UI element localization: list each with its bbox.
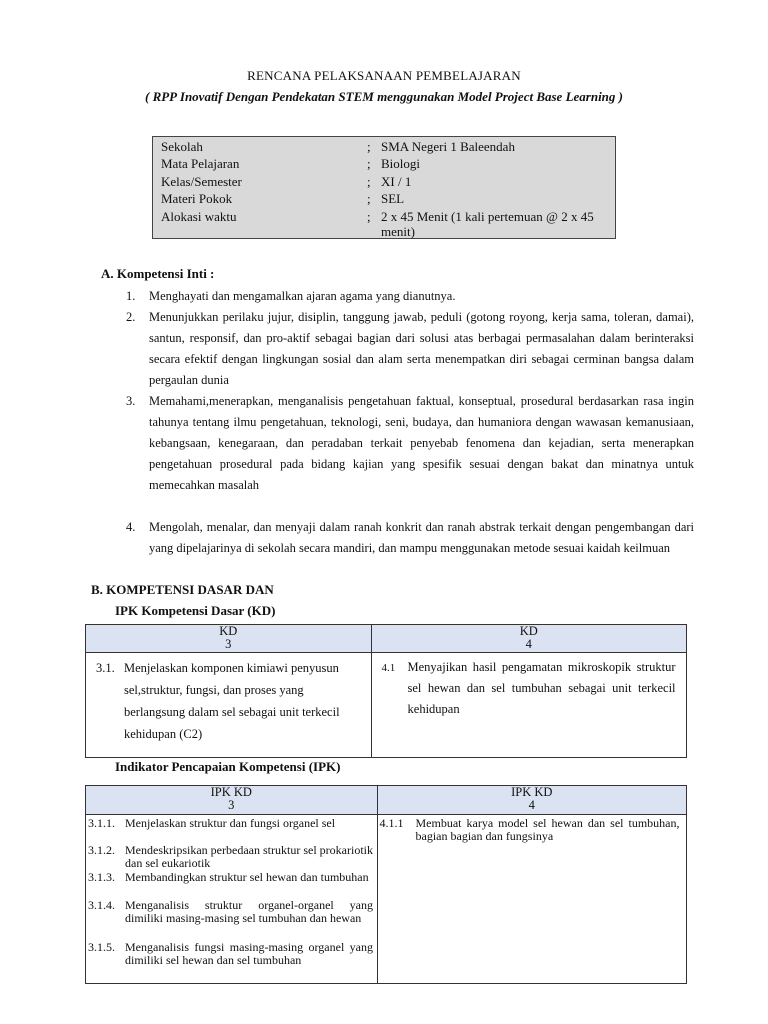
ipk-table xyxy=(85,785,687,984)
list-item-number: 2. xyxy=(126,310,136,324)
list-item-text: Mengolah, menalar, dan menyaji dalam ranah konkrit dan ranah abstrak terkait dengan pengembangan dari yang dipelajarinya di sekolah secara mandiri, dan mampu menggunakan metode sesuai kaidah keilmuan xyxy=(149,520,694,555)
header-line: 3 xyxy=(225,637,232,651)
kd-4-number: 4.1 xyxy=(381,662,396,674)
identity-label: Sekolah xyxy=(161,139,203,154)
ipk-3-number: 3.1.2. xyxy=(88,843,115,857)
ipk-4-text: Membuat karya model sel hewan dan sel tumbuhan, bagian bagian dan fungsinya xyxy=(415,816,680,843)
ipk-3-text: Membandingkan struktur sel hewan dan tumbuhan xyxy=(125,870,369,884)
section-a-heading: A. Kompetensi Inti : xyxy=(101,266,215,281)
ipk-3-cell xyxy=(86,815,378,984)
kd-4-text: Menyajikan hasil pengamatan mikroskopik struktur sel hewan dan sel tumbuhan sebagai unit terkecil kehidupan xyxy=(407,660,676,716)
kd-3-cell xyxy=(86,653,372,758)
identity-separator: ; xyxy=(367,174,371,189)
list-item xyxy=(126,391,694,517)
ipk-3-text: Mendeskripsikan perbedaan struktur sel prokariotik dan sel eukariotik xyxy=(125,843,373,870)
header-line: 3 xyxy=(228,798,235,812)
ipk-3-number: 3.1.5. xyxy=(88,940,115,954)
kd-4-cell xyxy=(371,653,686,758)
identity-separator: ; xyxy=(367,139,371,154)
list-item xyxy=(126,517,694,580)
list-item xyxy=(126,307,694,391)
header-line: KD xyxy=(219,624,238,638)
header-line: 4 xyxy=(528,798,535,812)
document-subtitle: ( RPP Inovatif Dengan Pendekatan STEM menggunakan Model Project Base Learning ) xyxy=(144,89,623,104)
ipk-3-number: 3.1.1. xyxy=(88,816,115,830)
list-item-number: 3. xyxy=(126,394,136,408)
identity-label: Kelas/Semester xyxy=(161,174,242,189)
header-line: KD xyxy=(519,624,538,638)
kd-header-3 xyxy=(86,625,372,653)
list-item-number: 4. xyxy=(126,520,136,534)
kd-subheading: IPK Kompetensi Dasar (KD) xyxy=(115,603,276,618)
ipk-3-number: 3.1.3. xyxy=(88,870,115,884)
identity-label: Alokasi waktu xyxy=(161,209,237,224)
header-line: IPK KD xyxy=(511,785,553,799)
kd-3-text: Menjelaskan komponen kimiawi penyusun sel,struktur, fungsi, dan proses yang berlangsung dalam sel sebagai unit terkecil kehidupan (C2) xyxy=(124,661,340,741)
identity-value: XI / 1 xyxy=(381,174,412,189)
header-line: 4 xyxy=(525,637,532,651)
section-b-heading: B. KOMPETENSI DASAR DAN xyxy=(91,582,274,597)
identity-separator: ; xyxy=(367,156,371,171)
ipk-3-text: Menganalisis fungsi masing-masing organel yang dimiliki sel hewan dan sel tumbuhan xyxy=(125,940,373,967)
kd-header-4 xyxy=(371,625,686,653)
identity-separator: ; xyxy=(367,191,371,206)
header-line: IPK KD xyxy=(210,785,252,799)
list-item-text: Menunjukkan perilaku jujur, disiplin, tanggung jawab, peduli (gotong royong, kerja sama, toleran, damai), santun, responsif, dan pro-aktif sebagai bagian dari solusi atas berbagai permasalahan dalam berinteraksi secara efektif dengan lingkungan sosial dan alam serta menempatkan diri sebagai cerminan bangsa dalam pergaulan dunia xyxy=(149,310,694,387)
document-title: RENCANA PELAKSANAAN PEMBELAJARAN xyxy=(247,68,521,83)
ipk-header-4 xyxy=(377,786,686,815)
identity-label: Mata Pelajaran xyxy=(161,156,240,171)
ipk-3-text: Menjelaskan struktur dan fungsi organel sel xyxy=(125,816,336,830)
ipk-3-text: Menganalisis struktur organel-organel yang dimiliki masing-masing sel tumbuhan dan hewan xyxy=(125,898,373,925)
ipk-4-cell xyxy=(377,815,686,984)
list-item-text: Menghayati dan mengamalkan ajaran agama yang dianutnya. xyxy=(149,289,456,303)
list-item xyxy=(126,286,694,307)
ipk-4-number: 4.1.1 xyxy=(379,816,404,830)
identity-value: SEL xyxy=(381,191,405,206)
list-item-text: Memahami,menerapkan, menganalisis pengetahuan faktual, konseptual, prosedural berdasarkan rasa ingin tahunya tentang ilmu pengetahuan, teknologi, seni, budaya, dan humaniora dengan wawasan kemanusiaan, kebangsaan, kenegaraan, dan peradaban terkait penyebab fenomena dan kejadian, serta menerapkan pengetahuan prosedural pada bidang kajian yang spesifik sesuai dengan bakat dan minatnya untuk memecahkan masalah xyxy=(149,394,694,492)
ipk-heading: Indikator Pencapaian Kompetensi (IPK) xyxy=(115,759,341,774)
kd-3-number: 3.1. xyxy=(96,661,115,675)
identity-separator: ; xyxy=(367,209,371,224)
identity-label: Materi Pokok xyxy=(161,191,233,206)
ipk-header-3 xyxy=(86,786,378,815)
kd-table xyxy=(85,624,687,758)
identity-value: Biologi xyxy=(381,156,421,171)
identity-value: SMA Negeri 1 Baleendah xyxy=(381,139,515,154)
identity-value: 2 x 45 Menit (1 kali pertemuan @ 2 x 45 menit) xyxy=(381,209,594,239)
list-item-number: 1. xyxy=(126,289,136,303)
ipk-3-number: 3.1.4. xyxy=(88,898,115,912)
identity-box xyxy=(152,136,616,239)
